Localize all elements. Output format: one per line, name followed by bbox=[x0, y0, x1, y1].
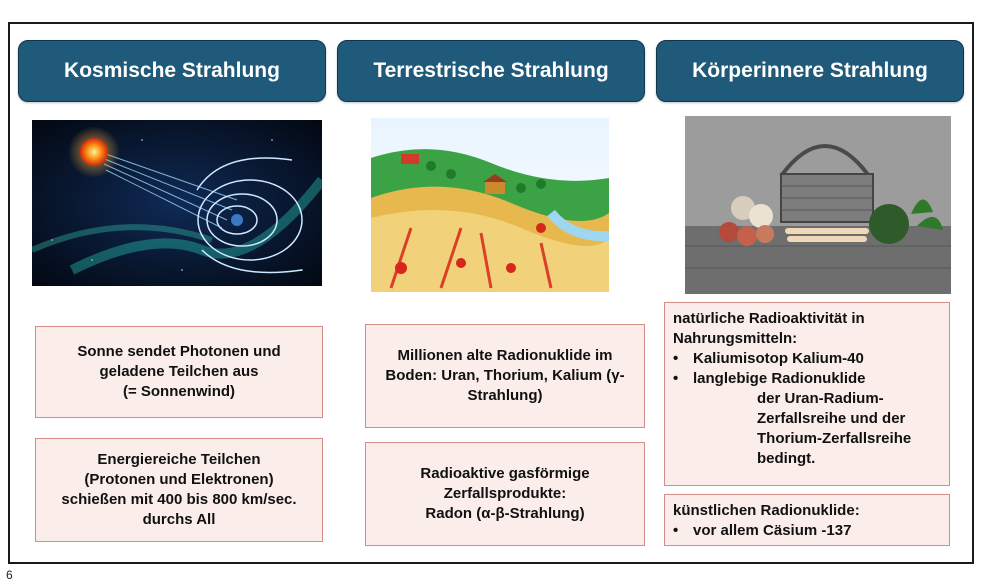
bullet-dot: • bbox=[673, 522, 679, 539]
info-box-radionuklide-boden bbox=[365, 324, 645, 428]
bullet-dot: • bbox=[673, 350, 679, 367]
bullet-item bbox=[673, 521, 941, 541]
header-label: Terrestrische Strahlung bbox=[373, 59, 609, 82]
text-line: Strahlung) bbox=[467, 387, 543, 404]
sun-solar-wind-image bbox=[32, 120, 322, 286]
header-terrestrische-strahlung bbox=[337, 40, 645, 102]
page-number: 6 bbox=[6, 568, 13, 582]
info-box-kuenstliche-radionuklide bbox=[664, 494, 950, 546]
text-line: Thorium-Zerfallsreihe bbox=[757, 430, 912, 447]
text-line: Zerfallsreihe und der bbox=[757, 410, 906, 427]
text-line: (Protonen und Elektronen) bbox=[84, 471, 274, 488]
text-line: Millionen alte Radionuklide im bbox=[397, 347, 613, 364]
text-line: natürliche Radioaktivität in bbox=[673, 310, 865, 327]
vegetable-basket-photo bbox=[685, 116, 951, 294]
text-line: künstlichen Radionuklide: bbox=[673, 502, 860, 519]
header-koerperinnere-strahlung bbox=[656, 40, 964, 102]
text-line: schießen mit 400 bis 800 km/sec. bbox=[61, 491, 297, 508]
header-label: Kosmische Strahlung bbox=[64, 59, 280, 82]
text-line: Zerfallsprodukte: bbox=[443, 485, 567, 502]
text-line: durchs All bbox=[142, 511, 216, 528]
text-line: (= Sonnenwind) bbox=[122, 383, 236, 400]
text-line: der Uran-Radium- bbox=[757, 390, 884, 407]
info-box-radon bbox=[365, 442, 645, 546]
header-kosmische-strahlung bbox=[18, 40, 326, 102]
text-line: Sonne sendet Photonen und bbox=[77, 343, 281, 360]
text-line: Radioaktive gasförmige bbox=[420, 465, 590, 482]
terrestrial-radiation-illustration bbox=[371, 118, 609, 292]
slide-frame bbox=[8, 22, 974, 564]
bullet-dot: • bbox=[673, 370, 679, 387]
text-line: geladene Teilchen aus bbox=[99, 363, 259, 380]
text-line: Energiereiche Teilchen bbox=[97, 451, 261, 468]
bullet-text: Kaliumisotop Kalium-40 bbox=[693, 350, 864, 367]
text-line: bedingt. bbox=[757, 450, 816, 467]
bullet-text: vor allem Cäsium -137 bbox=[693, 522, 852, 539]
bullet-item bbox=[673, 349, 941, 369]
text-line: Radon (α-β-Strahlung) bbox=[425, 505, 585, 522]
text-line: Nahrungsmitteln: bbox=[673, 330, 798, 347]
text-line: Boden: Uran, Thorium, Kalium (γ- bbox=[385, 367, 625, 384]
info-box-sonnenwind bbox=[35, 326, 323, 418]
bullet-text: langlebige Radionuklide bbox=[693, 370, 866, 387]
info-box-nahrungsmittel bbox=[664, 302, 950, 486]
header-label: Körperinnere Strahlung bbox=[692, 59, 928, 82]
info-box-energiereiche-teilchen bbox=[35, 438, 323, 542]
bullet-item bbox=[673, 369, 941, 389]
